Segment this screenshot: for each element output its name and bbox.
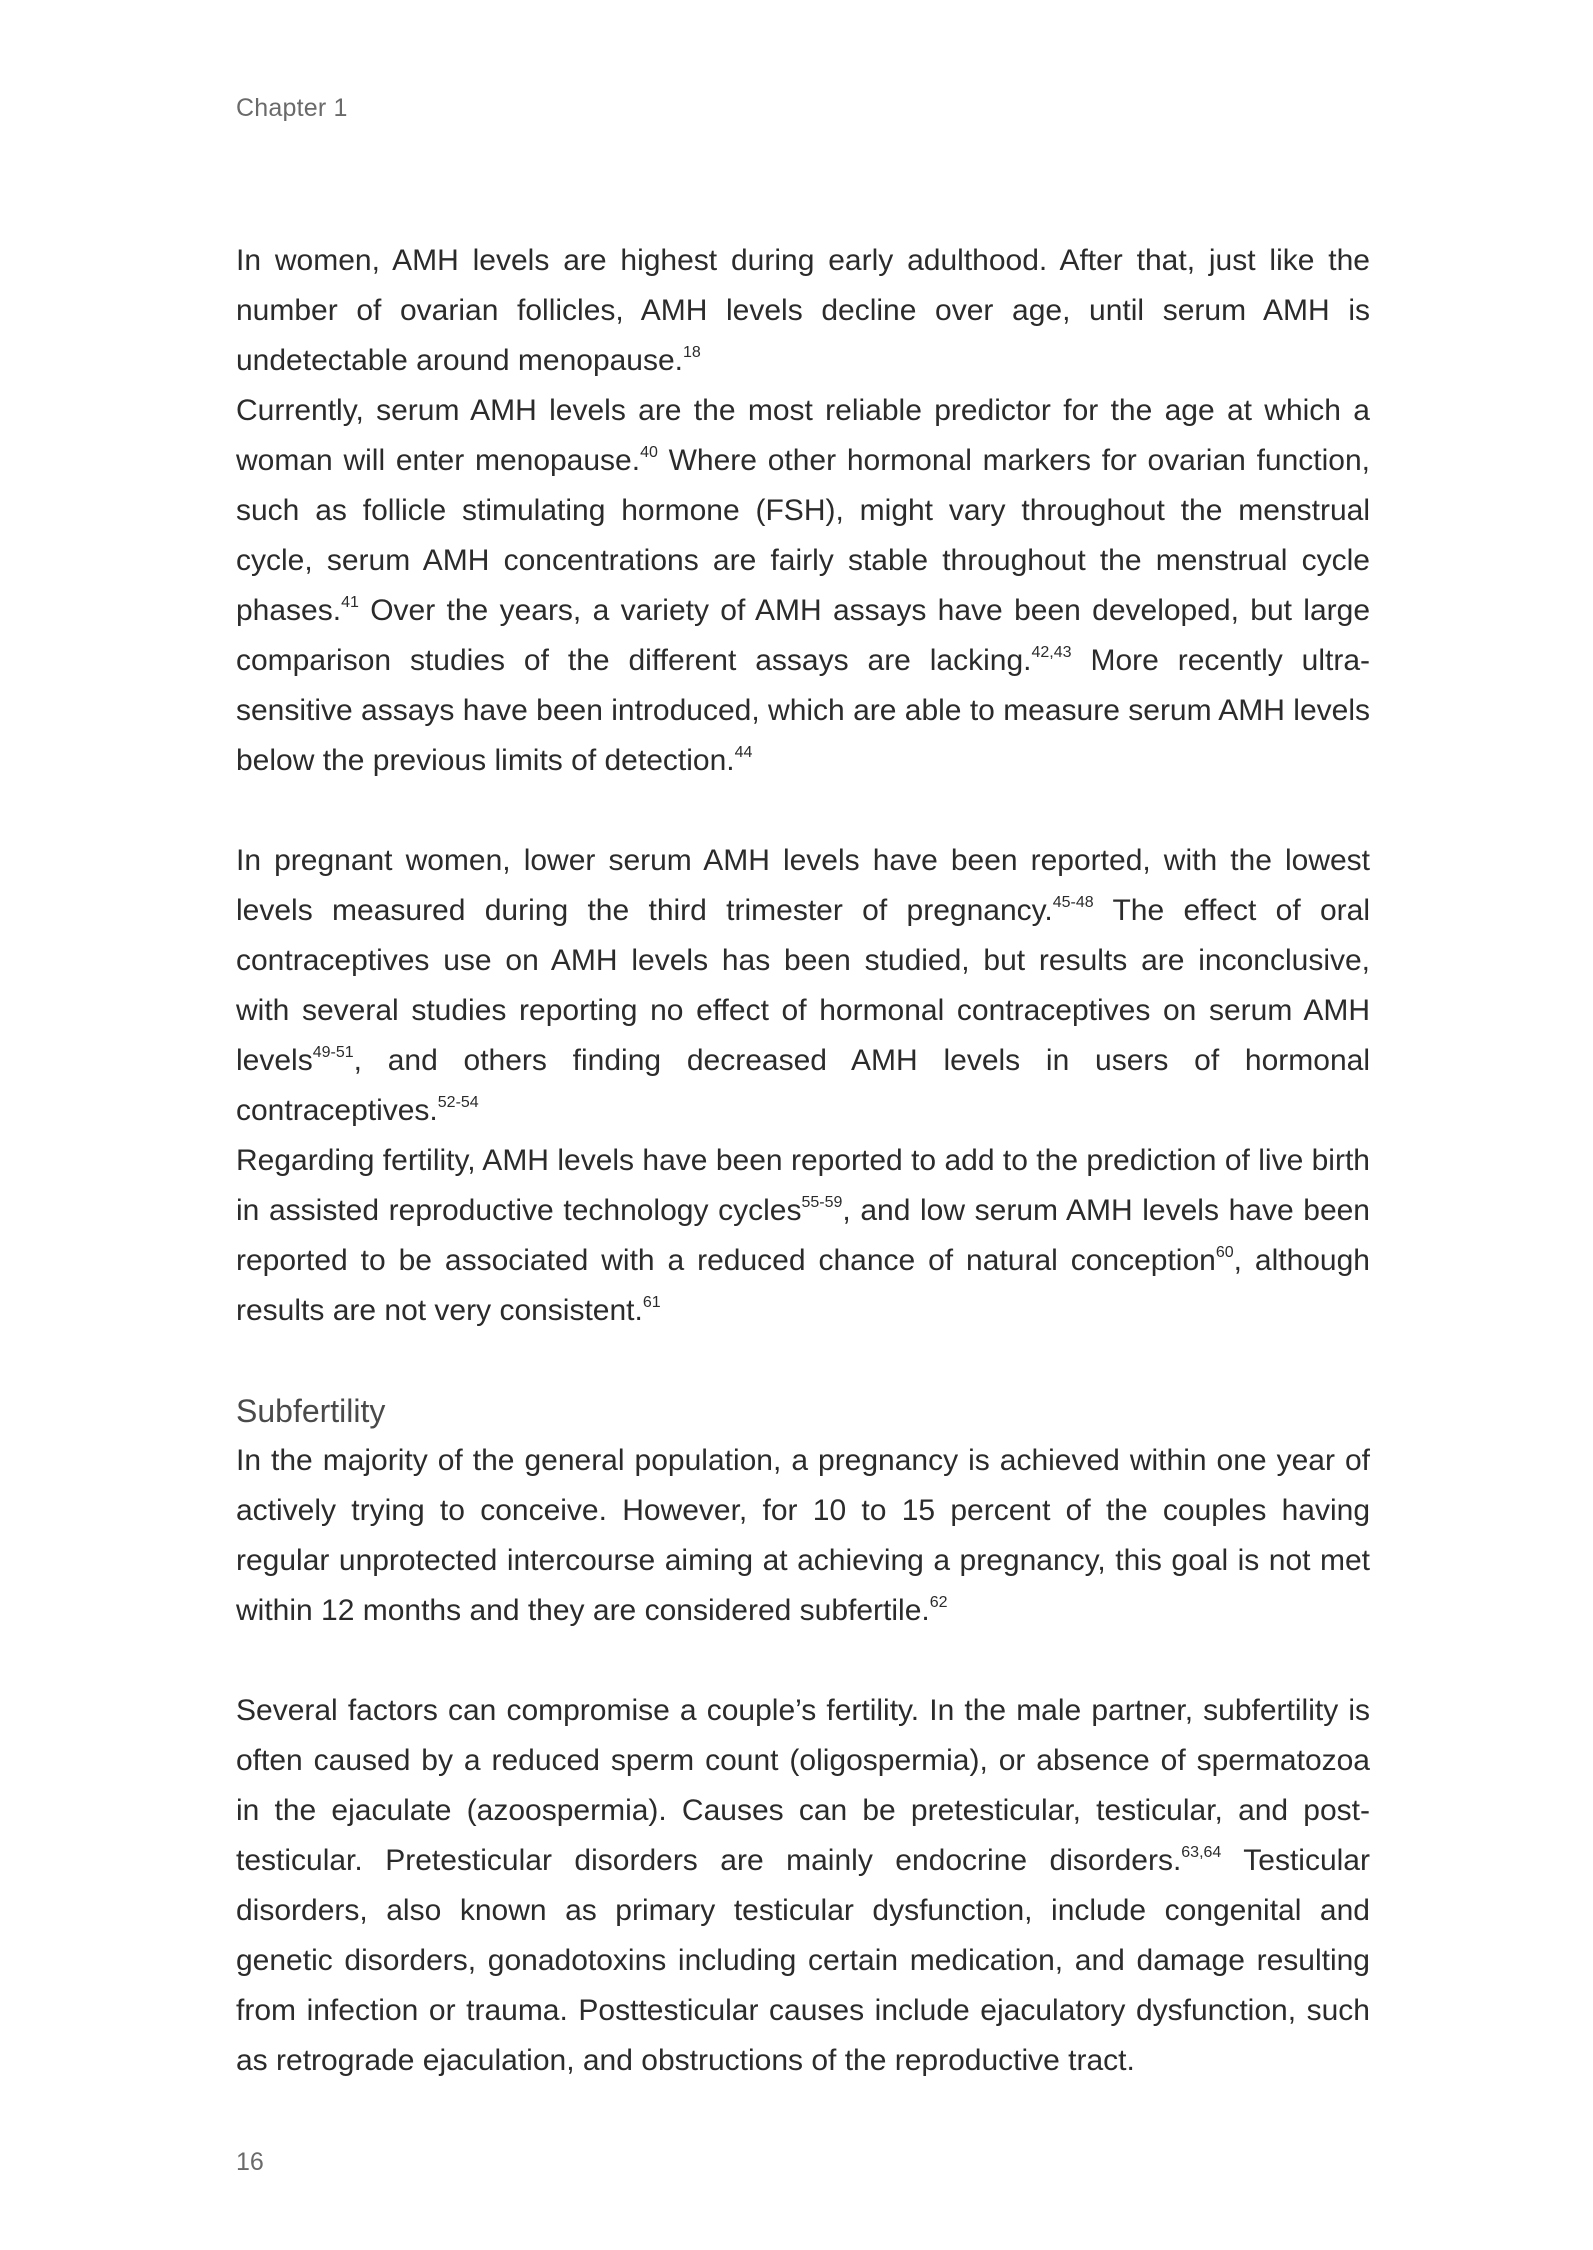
- text-segment: In the majority of the general population, a pregnancy is achieved within one year of actively trying to conceive. However, for 10 to 15 percent of the couples having regular unprotected intercourse aiming at achieving a pregnancy, this goal is not met within 12 months and they are considered subfertile.: [236, 1444, 1370, 1627]
- reference-superscript: 18: [683, 344, 701, 361]
- text-segment: In women, AMH levels are highest during early adulthood. After that, just like the number of ovarian follicles, AMH levels decline over age, until serum AMH is undetectable around menopause.: [236, 244, 1370, 377]
- reference-superscript: 41: [341, 594, 359, 611]
- reference-superscript: 63,64: [1181, 1844, 1222, 1861]
- main-content: [236, 236, 1370, 2086]
- text-segment: In pregnant women, lower serum AMH levels have been reported, with the lowest levels measured during the third trimester of pregnancy.: [236, 844, 1370, 927]
- section-heading-subfertility: Subfertility: [236, 1393, 386, 1429]
- text-segment: Over the years, a variety of AMH assays have been developed, but large comparison studies of the different assays are lacking.: [236, 594, 1370, 677]
- reference-superscript: 44: [734, 744, 753, 761]
- reference-superscript: 61: [642, 1294, 661, 1311]
- paragraph-amh-menopause: [236, 386, 1370, 786]
- text-segment: Where other hormonal markers for ovarian function, such as follicle stimulating hormone (FSH), might vary throughout the menstrual cycle, serum AMH concentrations are fairly stable throughout the menstrual cycle phases.: [236, 444, 1370, 627]
- reference-superscript: 45-48: [1052, 894, 1094, 911]
- text-segment: More recently ultra-sensitive assays have been introduced, which are able to measure serum AMH levels below the previous limits of detection.: [236, 644, 1371, 777]
- text-segment: Regarding fertility, AMH levels have been reported to add to the prediction of live birth in assisted reproductive technology cycles: [236, 1144, 1370, 1227]
- text-segment: , and low serum AMH levels have been reported to be associated with a reduced chance of natural conception: [236, 1194, 1370, 1277]
- reference-superscript: 52-54: [437, 1094, 479, 1111]
- page-number: 16: [236, 2148, 264, 2176]
- reference-superscript: 60: [1215, 1244, 1234, 1261]
- text-segment: Currently, serum AMH levels are the most reliable predictor for the age at which a woman will enter menopause.: [236, 394, 1370, 477]
- text-segment: Several factors can compromise a couple’s fertility. In the male partner, subfertility is often caused by a reduced sperm count (oligospermia), or absence of spermatozoa in the ejaculate (azoospermia). Causes can be pretesticular, testicular, and post-testicular. Pretesticular disorders are mainly endocrine disorders.: [236, 1694, 1370, 1877]
- reference-superscript: 49-51: [312, 1044, 354, 1061]
- paragraph-amh-age: [236, 236, 1370, 386]
- text-segment: , although results are not very consistent.: [236, 1244, 1370, 1327]
- paragraph-male-factors: [236, 1686, 1370, 2086]
- paragraph-subfertility-definition: [236, 1436, 1370, 1636]
- paragraph-amh-pregnancy: [236, 836, 1370, 1136]
- reference-superscript: 42,43: [1031, 644, 1072, 661]
- reference-superscript: 40: [640, 444, 658, 461]
- paragraph-amh-fertility: [236, 1136, 1370, 1336]
- reference-superscript: 62: [929, 1594, 948, 1611]
- text-segment: , and others finding decreased AMH levels in users of hormonal contraceptives.: [236, 1044, 1370, 1127]
- reference-superscript: 55-59: [801, 1194, 843, 1211]
- running-head: Chapter 1: [236, 94, 348, 122]
- text-segment: Testicular disorders, also known as primary testicular dysfunction, include congenital and genetic disorders, gonadotoxins including certain medication, and damage resulting from infection or trauma. Posttesticular causes include ejaculatory dysfunction, such as retrograde ejaculation, and obstructions of the reproductive tract.: [236, 1844, 1370, 2077]
- text-segment: The effect of oral contraceptives use on AMH levels has been studied, but results are inconclusive, with several studies reporting no effect of hormonal contraceptives on serum AMH levels: [236, 894, 1371, 1077]
